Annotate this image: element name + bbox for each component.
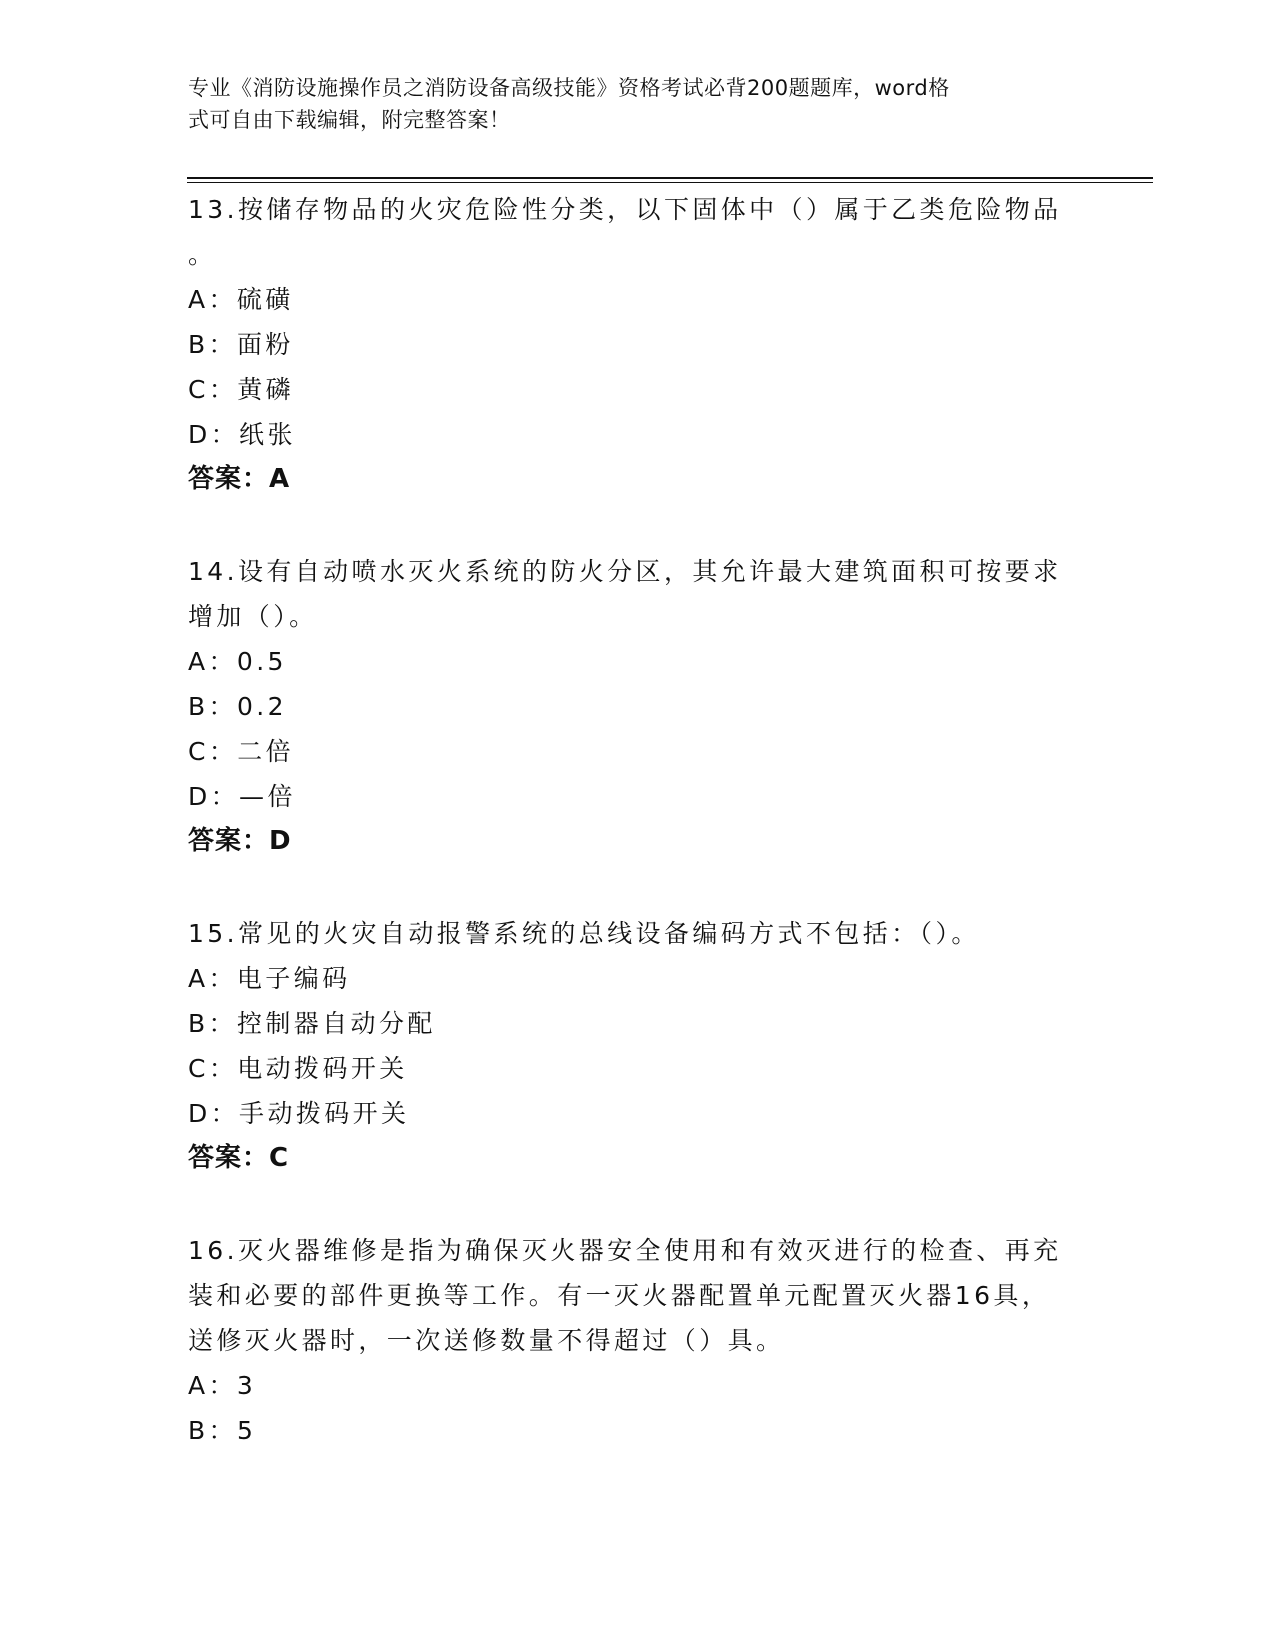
answer: 答案：D (188, 826, 292, 856)
question-14 (188, 549, 1088, 864)
question-text-line: 13.按储存物品的火灾危险性分类，以下固体中（）属于乙类危险物品 (188, 195, 1062, 224)
question-text-line: 装和必要的部件更换等工作。有一灭火器配置单元配置灭火器16具， (188, 1281, 1051, 1310)
option-b: B：控制器自动分配 (188, 1009, 436, 1038)
header-rule-thick (187, 177, 1153, 179)
answer: 答案：A (188, 464, 291, 494)
option-c: C：二倍 (188, 737, 295, 766)
option-d: D：纸张 (188, 420, 296, 449)
question-15 (188, 911, 1088, 1181)
question-text-line: 14.设有自动喷水灭火系统的防火分区，其允许最大建筑面积可按要求 (188, 557, 1062, 586)
option-b: B：面粉 (188, 330, 294, 359)
option-d: D：手动拨码开关 (188, 1099, 410, 1128)
option-c: C：黄磷 (188, 375, 295, 404)
header-line-2: 式可自由下载编辑，附完整答案！ (188, 108, 511, 132)
option-c: C：电动拨码开关 (188, 1054, 408, 1083)
option-b: B：0.2 (188, 692, 287, 721)
option-b: B：5 (188, 1416, 257, 1445)
question-16 (188, 1228, 1088, 1453)
question-text-line: 增加（）。 (188, 602, 318, 631)
option-a: A：硫磺 (188, 285, 294, 314)
option-a: A：3 (188, 1371, 257, 1400)
question-text-line: 送修灭火器时，一次送修数量不得超过（）具。 (188, 1326, 785, 1355)
question-text-line: 16.灭火器维修是指为确保灭火器安全使用和有效灭进行的检查、再充 (188, 1236, 1062, 1265)
option-a: A：0.5 (188, 647, 287, 676)
question-text-line: 。 (188, 240, 217, 269)
question-text-line: 15.常见的火灾自动报警系统的总线设备编码方式不包括：（）。 (188, 919, 980, 948)
header-rule-thin (187, 182, 1153, 183)
question-13 (188, 187, 1088, 502)
document-header (188, 72, 1068, 136)
question-list (188, 187, 1088, 1500)
answer: 答案：C (188, 1143, 290, 1173)
option-d: D：—倍 (188, 782, 296, 811)
header-line-1: 专业《消防设施操作员之消防设备高级技能》资格考试必背200题题库，word格 (188, 76, 950, 100)
option-a: A：电子编码 (188, 964, 351, 993)
